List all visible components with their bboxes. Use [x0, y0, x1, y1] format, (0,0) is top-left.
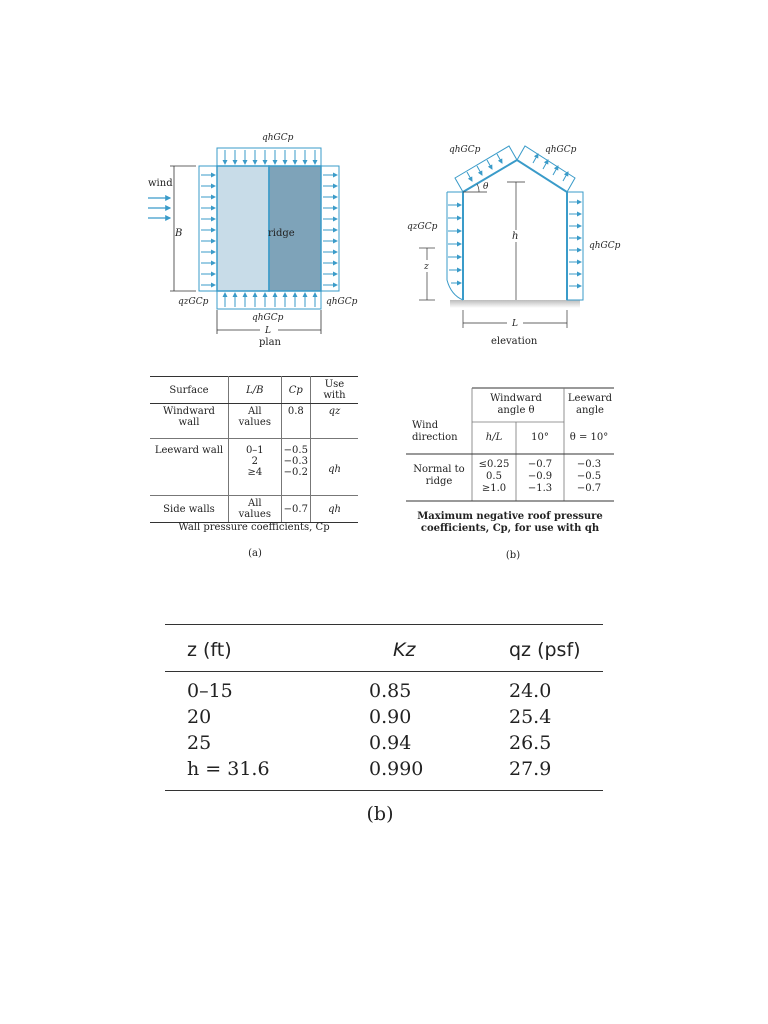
elevation-label-wall-left: qzGCp — [407, 222, 438, 232]
cell-surface: Side walls — [150, 496, 228, 523]
head-10deg: 10° — [531, 432, 549, 443]
elevation-label-z: z — [424, 262, 429, 272]
col-z: z (ft) — [187, 639, 232, 661]
table-b-sublabel: (b) — [505, 550, 521, 561]
cell-cp: −0.7 — [281, 496, 310, 523]
elevation-label-roof-left: qhGCp — [449, 145, 481, 155]
wind-arrows — [148, 198, 170, 218]
cell-kz: 0.990 — [369, 758, 424, 780]
cell-kz: 0.90 — [369, 706, 412, 728]
table-row — [165, 758, 603, 784]
cell-surface: Windward wall — [150, 404, 228, 439]
elevation-label-L: L — [512, 319, 518, 329]
elevation-right-wall-pressure — [567, 192, 583, 300]
head-wind-direction: Wind direction — [412, 420, 458, 443]
plan-label-L: L — [265, 326, 271, 336]
table-row — [165, 706, 603, 732]
kz-table-caption: (b) — [366, 803, 394, 825]
col-cp: Cp — [281, 377, 310, 404]
plan-B-dimension — [170, 166, 196, 291]
table-a-caption: Wall pressure coefficients, Cp — [178, 522, 330, 533]
hl-values: ≤0.25 0.5 ≥1.0 — [478, 459, 510, 494]
elevation-label-elevation: elevation — [491, 336, 538, 347]
col-surface: Surface — [150, 377, 228, 404]
plan-label-ridge: ridge — [268, 228, 295, 239]
cell-qz: 27.9 — [509, 758, 552, 780]
cell-qz: 26.5 — [509, 732, 552, 754]
cell-qz: 24.0 — [509, 680, 552, 702]
col-lb: L/B — [228, 377, 281, 404]
cell-lb: 0–1 2 ≥4 — [228, 439, 281, 496]
building-outline — [463, 160, 567, 300]
leeward-values: −0.3 −0.5 −0.7 — [576, 459, 602, 494]
elevation-label-roof-right: qhGCp — [545, 145, 577, 155]
cell-use: qh — [310, 496, 358, 523]
elevation-left-wall-pressure — [447, 192, 463, 300]
plan-label-top: qhGCp — [262, 133, 294, 143]
cell-use: qh — [310, 439, 358, 496]
col-use: Use with — [310, 377, 358, 404]
cell-lb: All values — [228, 496, 281, 523]
cell-kz: 0.94 — [369, 732, 412, 754]
wall-pressure-table — [150, 376, 358, 523]
cell-cp: −0.5 −0.3 −0.2 — [281, 439, 310, 496]
windward-values: −0.7 −0.9 −1.3 — [527, 459, 553, 494]
plan-label-plan: plan — [259, 337, 282, 348]
kz-table — [165, 624, 603, 791]
cell-z: 25 — [187, 732, 212, 754]
plan-label-right-bottom: qhGCp — [326, 297, 358, 307]
plan-light-half — [217, 166, 269, 291]
cell-z: 20 — [187, 706, 212, 728]
cell-z: h = 31.6 — [187, 758, 270, 780]
elevation-label-h: h — [512, 231, 519, 242]
row-normal-to-ridge: Normal to ridge — [413, 464, 465, 487]
ground — [450, 300, 580, 308]
kz-table-body — [165, 672, 603, 790]
plan-bottom-pressure — [217, 291, 321, 309]
col-kz: Kz — [393, 639, 416, 661]
elevation-label-theta: θ — [483, 182, 489, 192]
plan-label-left-bottom: qzGCp — [178, 297, 209, 307]
cell-surface: Leeward wall — [150, 439, 228, 496]
plan-top-pressure — [217, 148, 321, 166]
plan-label-bottom: qhGCp — [252, 313, 284, 323]
head-theta10: θ = 10° — [569, 432, 609, 443]
table-a-sublabel: (a) — [248, 548, 262, 559]
head-windward: Windward angle θ — [490, 393, 542, 416]
table-row — [165, 680, 603, 706]
plan-left-pressure — [199, 166, 217, 291]
cell-use: qz — [310, 404, 358, 439]
plan-label-B: B — [175, 228, 183, 239]
cell-kz: 0.85 — [369, 680, 412, 702]
table-row — [165, 732, 603, 758]
theta-arc — [477, 184, 479, 192]
table-b-caption-1: Maximum negative roof pressure — [417, 511, 603, 522]
cell-lb: All values — [228, 404, 281, 439]
z-dimension — [419, 248, 435, 300]
head-leeward: Leeward angle — [567, 393, 613, 416]
cell-z: 0–15 — [187, 680, 233, 702]
table-b-caption-2: coefficients, Cp, for use with qh — [420, 523, 600, 534]
elevation-diagram — [395, 130, 635, 355]
table-row — [150, 404, 358, 439]
plan-diagram — [140, 120, 380, 350]
table-row — [150, 439, 358, 496]
plan-label-wind: wind — [148, 178, 173, 189]
elevation-label-wall-right: qhGCp — [589, 241, 621, 251]
plan-right-pressure — [321, 166, 339, 291]
col-qz: qz (psf) — [509, 639, 581, 661]
cell-qz: 25.4 — [509, 706, 552, 728]
head-hl: h/L — [485, 432, 503, 443]
table-row — [150, 496, 358, 523]
cell-cp: 0.8 — [281, 404, 310, 439]
kz-table-header — [165, 625, 603, 671]
